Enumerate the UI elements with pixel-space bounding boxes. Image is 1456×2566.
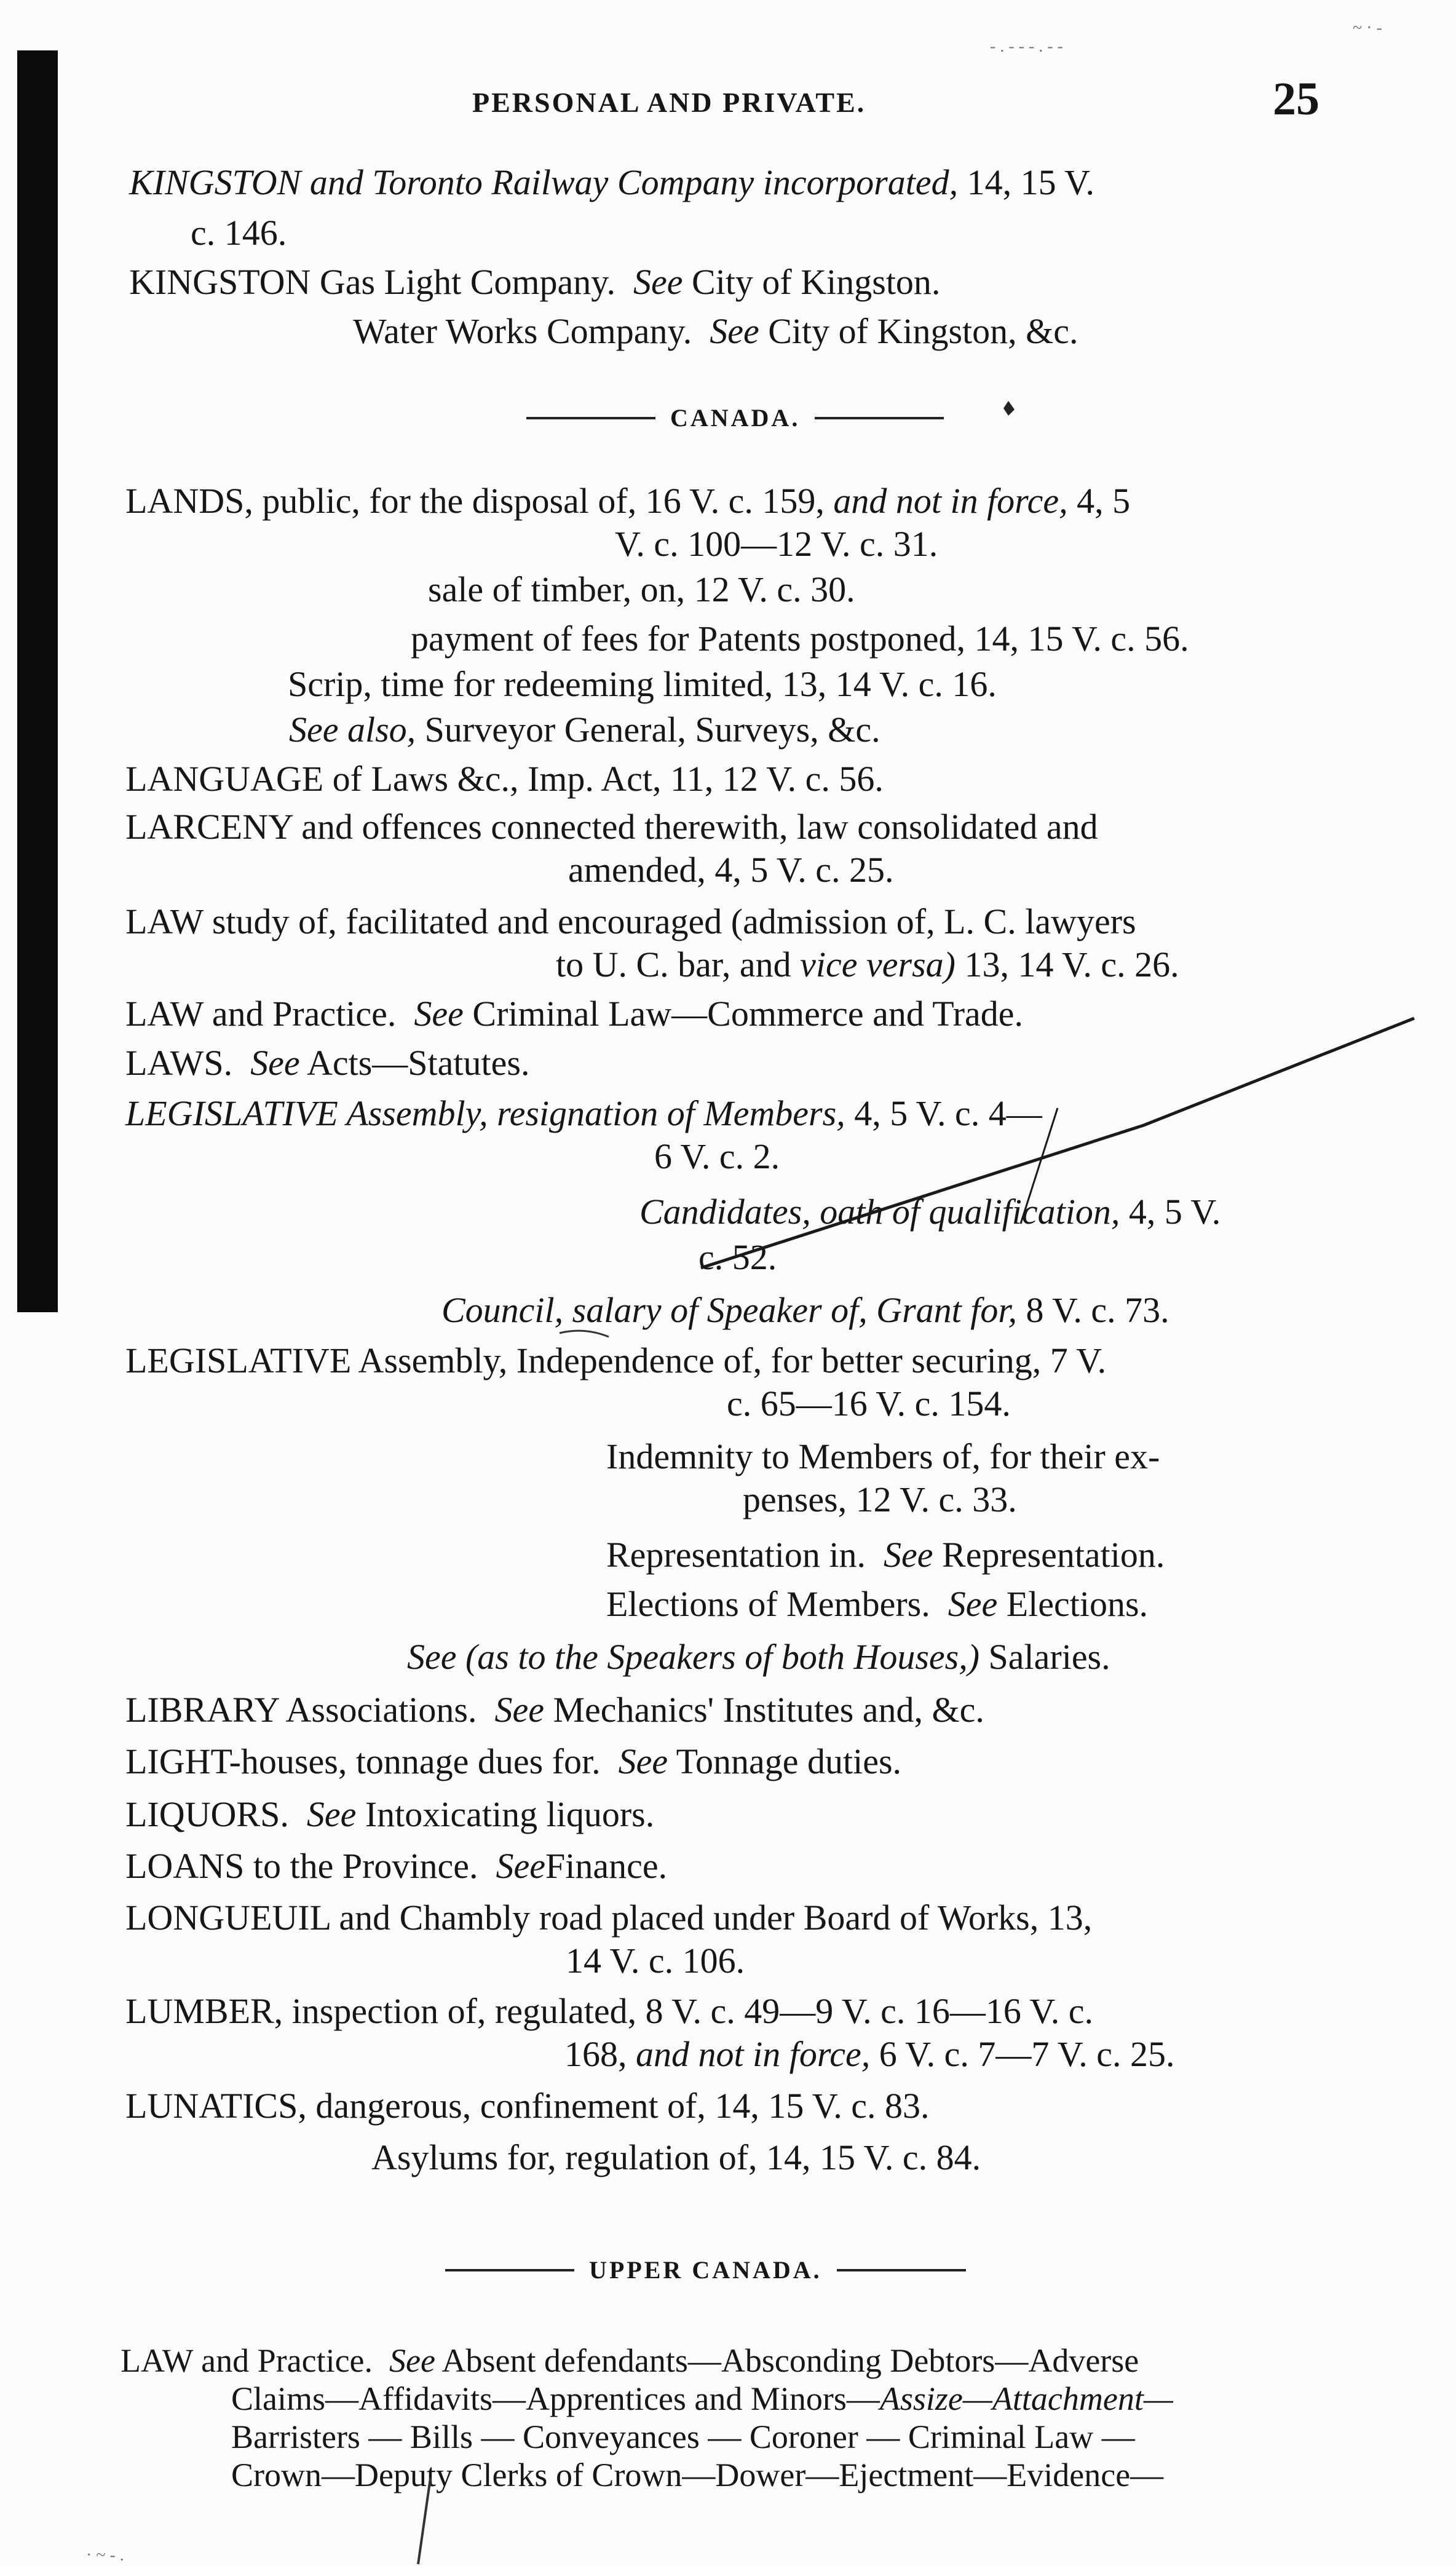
- entry-line: Representation in. See Representation.: [606, 1535, 1165, 1575]
- entry-line: amended, 4, 5 V. c. 25.: [568, 850, 894, 890]
- entry-line: LARCENY and offences connected therewith, law consolidated and: [125, 807, 1098, 847]
- entry-line: Asylums for, regulation of, 14, 15 V. c. 84.: [371, 2137, 981, 2177]
- entry-line: See also, Surveyor General, Surveys, &c.: [289, 710, 880, 750]
- entry-line: 14 V. c. 106.: [566, 1941, 745, 1981]
- page-number: 25: [1273, 73, 1320, 125]
- entry-line: LAW and Practice. See Absent defendants—Absconding Debtors—Adverse: [121, 2342, 1139, 2379]
- entry-line: See (as to the Speakers of both Houses,) Salaries.: [407, 1637, 1110, 1677]
- entry-line: LAW study of, facilitated and encouraged (admission of, L. C. lawyers: [125, 901, 1136, 941]
- entry-line: 6 V. c. 2.: [654, 1136, 780, 1176]
- entry-line: Elections of Members. See Elections.: [606, 1584, 1149, 1624]
- entry-line: 168, and not in force, 6 V. c. 7—7 V. c. 25.: [564, 2034, 1175, 2074]
- entry-line: Council, salary of Speaker of, Grant for, 8 V. c. 73.: [441, 1290, 1169, 1330]
- entry-line: c. 146.: [191, 213, 287, 253]
- speck: ~ · -: [1353, 18, 1382, 38]
- entry-line: V. c. 100—12 V. c. 31.: [615, 524, 938, 564]
- entry-line: LUNATICS, dangerous, confinement of, 14, 15 V. c. 83.: [125, 2086, 930, 2126]
- entry-line: sale of timber, on, 12 V. c. 30.: [428, 569, 855, 609]
- entry-line: Water Works Company. See City of Kingston, &c.: [353, 311, 1078, 351]
- entry-line: LANDS, public, for the disposal of, 16 V. c. 159, and not in force, 4, 5: [125, 481, 1131, 521]
- entry-line: LEGISLATIVE Assembly, resignation of Members, 4, 5 V. c. 4—: [125, 1093, 1042, 1133]
- entry-line: KINGSTON and Toronto Railway Company incorporated, 14, 15 V.: [129, 162, 1094, 202]
- entry-line: Candidates, oath of qualification, 4, 5 V.: [639, 1192, 1221, 1232]
- entry-line: c. 52.: [698, 1237, 777, 1277]
- entry-line: LOANS to the Province. SeeFinance.: [125, 1846, 668, 1886]
- entry-line: LANGUAGE of Laws &c., Imp. Act, 11, 12 V. c. 56.: [125, 759, 884, 799]
- entry-line: Indemnity to Members of, for their ex-: [606, 1436, 1160, 1476]
- entry-line: LAW and Practice. See Criminal Law—Commerce and Trade.: [125, 994, 1023, 1034]
- entry-line: Claims—Affidavits—Apprentices and Minors—Assize—Attachment—: [231, 2380, 1173, 2417]
- entry-line: LEGISLATIVE Assembly, Independence of, for better securing, 7 V.: [125, 1340, 1107, 1380]
- entry-line: LIBRARY Associations. See Mechanics' Institutes and, &c.: [125, 1690, 984, 1730]
- entry-line: LIQUORS. See Intoxicating liquors.: [125, 1794, 655, 1834]
- entry-line: LONGUEUIL and Chambly road placed under Board of Works, 13,: [125, 1898, 1093, 1938]
- entry-line: LUMBER, inspection of, regulated, 8 V. c. 49—9 V. c. 16—16 V. c.: [125, 1991, 1093, 2031]
- speck: · ~ - .: [86, 2546, 124, 2565]
- speck: - . - - - . - -: [990, 37, 1063, 56]
- entry-line: c. 65—16 V. c. 154.: [727, 1384, 1011, 1424]
- entry-line: LAWS. See Acts—Statutes.: [125, 1043, 530, 1083]
- running-header: PERSONAL AND PRIVATE.: [472, 87, 866, 118]
- entry-line: Scrip, time for redeeming limited, 13, 14 V. c. 16.: [288, 664, 997, 704]
- entry-line: Crown—Deputy Clerks of Crown—Dower—Ejectment—Evidence—: [231, 2457, 1164, 2493]
- entry-line: to U. C. bar, and vice versa) 13, 14 V. c. 26.: [556, 944, 1179, 984]
- entry-line: LIGHT-houses, tonnage dues for. See Tonnage duties.: [125, 1741, 902, 1781]
- entry-line: KINGSTON Gas Light Company. See City of Kingston.: [129, 262, 941, 302]
- entry-line: penses, 12 V. c. 33.: [743, 1479, 1017, 1519]
- section-heading-upper-canada: UPPER CANADA.: [430, 2255, 981, 2284]
- section-heading-canada: CANADA.: [512, 403, 959, 432]
- entry-line: Barristers — Bills — Conveyances — Coroner — Criminal Law —: [231, 2418, 1135, 2455]
- entry-line: payment of fees for Patents postponed, 14, 15 V. c. 56.: [411, 619, 1189, 659]
